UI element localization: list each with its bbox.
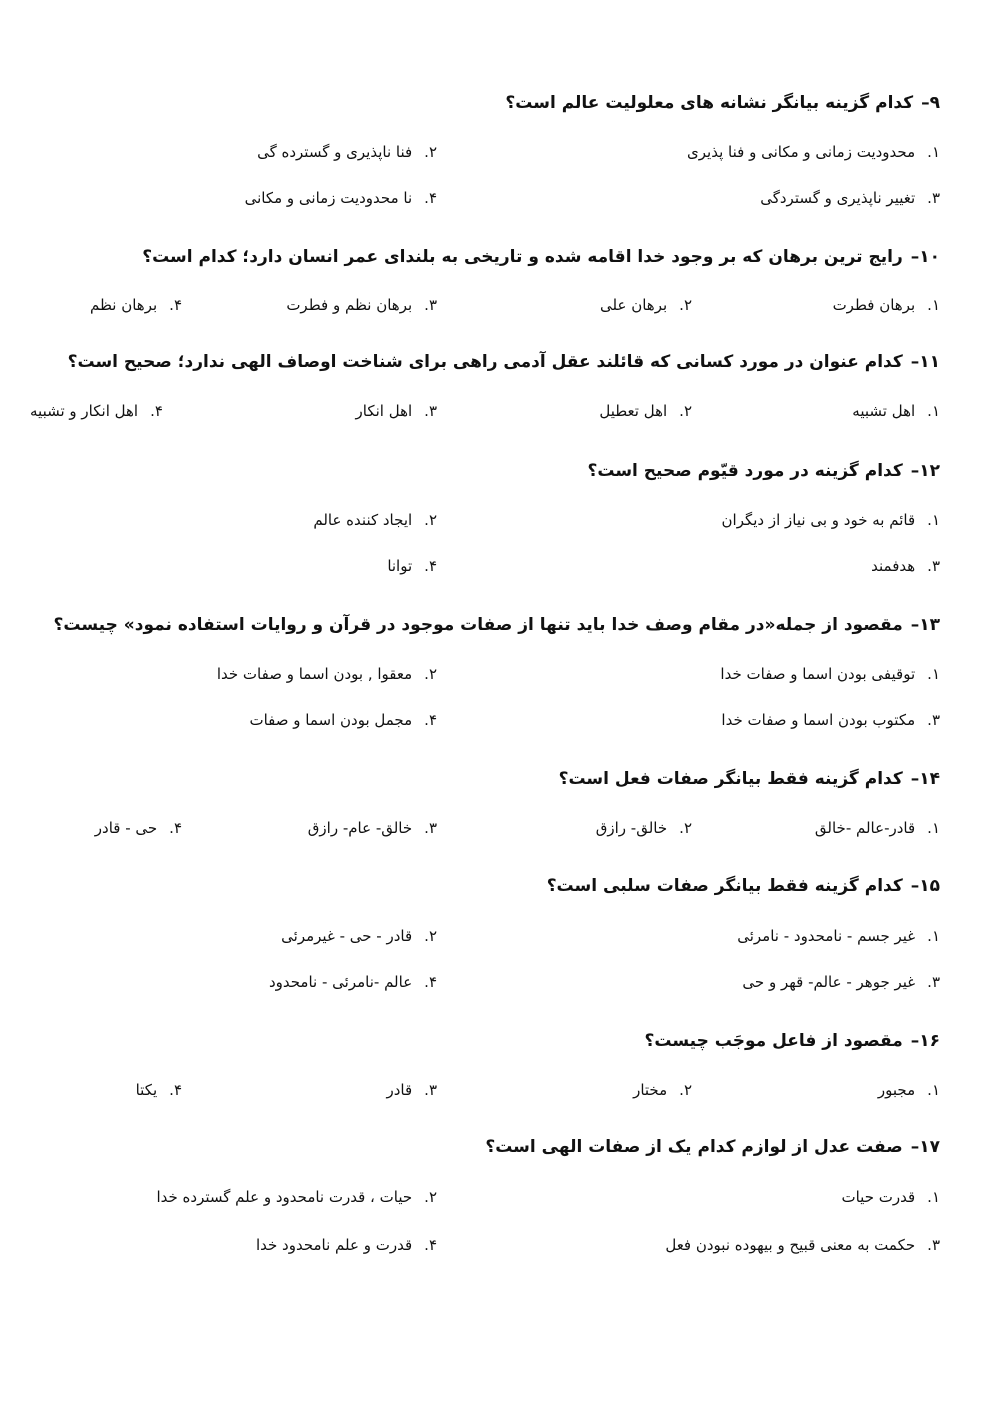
option-3[interactable]: ۳.برهان نظم و فطرت	[286, 296, 437, 314]
option-1[interactable]: ۱.برهان فطرت	[832, 296, 940, 314]
option-4[interactable]: ۴.مجمل بودن اسما و صفات	[249, 711, 437, 729]
option-2[interactable]: ۲.مختار	[633, 1081, 692, 1099]
option-2[interactable]: ۲.قادر - حی - غیرمرئی	[281, 927, 437, 945]
option-1[interactable]: ۱.اهل تشبیه	[852, 402, 940, 420]
question-16	[0, 1031, 992, 1051]
question-text: ۱۴–کدام گزینه فقط بیانگر صفات فعل است؟	[558, 769, 940, 789]
question-text: ۱۷–صفت عدل از لوازم کدام یک از صفات الهی است؟	[485, 1137, 940, 1157]
options-row	[0, 711, 992, 729]
option-2[interactable]: ۲.ایجاد کننده عالم	[313, 511, 437, 529]
options-row	[0, 973, 992, 991]
option-1[interactable]: ۱.قادر-عالم -خالق	[814, 819, 940, 837]
option-1[interactable]: ۱.غیر جسم - نامحدود - نامرئی	[737, 927, 940, 945]
question-text: ۱۶–مقصود از فاعل موجَب چیست؟	[644, 1031, 940, 1051]
option-4[interactable]: ۴.یکتا	[135, 1081, 182, 1099]
question-14	[0, 769, 992, 789]
question-17	[0, 1137, 992, 1157]
question-9	[0, 93, 992, 113]
option-1[interactable]: ۱.محدودیت زمانی و مکانی و فنا پذیری	[687, 143, 940, 161]
option-4[interactable]: ۴.اهل انکار و تشبیه	[30, 402, 163, 420]
options-row	[0, 927, 992, 945]
question-10	[0, 247, 992, 267]
option-4[interactable]: ۴.قدرت و علم نامحدود خدا	[255, 1236, 437, 1254]
option-1[interactable]: ۱.مجبور	[877, 1081, 940, 1099]
option-3[interactable]: ۳.خالق- عام- رازق	[307, 819, 437, 837]
question-11	[0, 352, 992, 372]
option-2[interactable]: ۲.خالق- رازق	[595, 819, 692, 837]
option-4[interactable]: ۴.نا محدودیت زمانی و مکانی	[244, 189, 437, 207]
question-text: ۱۱–کدام عنوان در مورد کسانی که قائلند عقل آدمی راهی برای شناخت اوصاف الهی ندارد؛ صحیح است؟	[67, 352, 940, 372]
question-12	[0, 461, 992, 481]
option-4[interactable]: ۴.عالم -نامرئی - نامحدود	[268, 973, 437, 991]
options-row	[0, 296, 992, 314]
option-1[interactable]: ۱.قائم به خود و بی نیاز از دیگران	[721, 511, 940, 529]
option-3[interactable]: ۳.اهل انکار	[355, 402, 437, 420]
option-1[interactable]: ۱.قدرت حیات	[841, 1188, 940, 1206]
options-row	[0, 143, 992, 161]
option-4[interactable]: ۴.برهان نظم	[89, 296, 182, 314]
options-row	[0, 1081, 992, 1099]
question-15	[0, 876, 992, 896]
options-row	[0, 402, 992, 420]
options-row	[0, 1236, 992, 1254]
question-text: ۱۰–رایج ترین برهان که بر وجود خدا اقامه شده و تاریخی به بلندای عمر انسان دارد؛ کدام است؟	[142, 247, 940, 267]
option-4[interactable]: ۴.حی - قادر	[94, 819, 182, 837]
options-row	[0, 511, 992, 529]
option-2[interactable]: ۲.معقوا , بودن اسما و صفات خدا	[216, 665, 437, 683]
option-3[interactable]: ۳.تغییر ناپذیری و گستردگی	[760, 189, 940, 207]
question-text: ۱۳–مقصود از جمله«در مقام وصف خدا باید تنها از صفات موجود در قرآن و روایات استفاده نمود» چیست؟	[53, 615, 940, 635]
option-3[interactable]: ۳.غیر جوهر - عالم- قهر و حی	[742, 973, 940, 991]
option-1[interactable]: ۱.توقیفی بودن اسما و صفات خدا	[720, 665, 940, 683]
question-text: ۹–کدام گزینه بیانگر نشانه های معلولیت عالم است؟	[505, 93, 940, 113]
options-row	[0, 1188, 992, 1206]
option-4[interactable]: ۴.توانا	[387, 557, 437, 575]
question-13	[0, 615, 992, 635]
option-2[interactable]: ۲.حیات ، قدرت نامحدود و علم گسترده خدا	[156, 1188, 437, 1206]
options-row	[0, 189, 992, 207]
option-3[interactable]: ۳.حکمت به معنی قبیح و بیهوده نبودن فعل	[665, 1236, 940, 1254]
option-2[interactable]: ۲.اهل تعطیل	[599, 402, 692, 420]
options-row	[0, 557, 992, 575]
option-2[interactable]: ۲.برهان علی	[600, 296, 692, 314]
option-3[interactable]: ۳.قادر	[386, 1081, 437, 1099]
question-text: ۱۲–کدام گزینه در مورد قیّوم صحیح است؟	[587, 461, 940, 481]
question-text: ۱۵–کدام گزینه فقط بیانگر صفات سلبی است؟	[546, 876, 940, 896]
option-3[interactable]: ۳.هدفمند	[871, 557, 940, 575]
option-2[interactable]: ۲.فنا ناپذیری و گسترده گی	[257, 143, 437, 161]
option-3[interactable]: ۳.مکتوب بودن اسما و صفات خدا	[721, 711, 940, 729]
options-row	[0, 665, 992, 683]
options-row	[0, 819, 992, 837]
